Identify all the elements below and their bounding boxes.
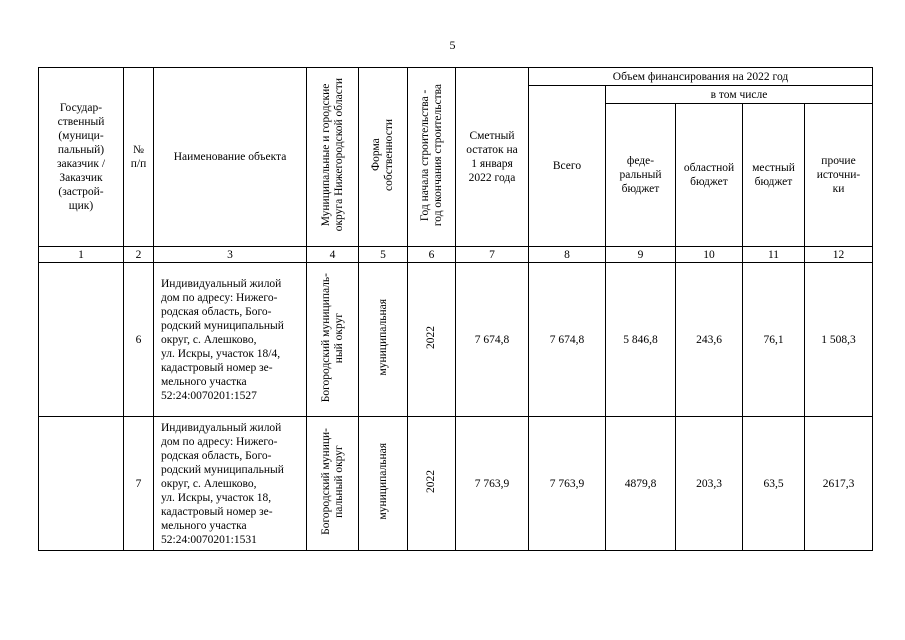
header-funding-group-label: Объем финансирования на 2022 год [612,70,789,83]
cell-object-name [154,263,307,417]
column-number: 1 [39,247,124,263]
cell-federal: 4879,8 [606,417,676,551]
years-text: 2022 [425,326,437,349]
header-object-name [154,68,307,247]
municipality-text: Богородский муниципаль- ный округ [319,272,345,403]
header-local-label: местный бюджет [752,162,795,188]
cell-ownership [359,417,408,551]
ownership-text: муниципальная [376,299,389,376]
header-regional-label: областной бюджет [683,162,735,188]
header-estimate-label: Сметный остаток на 1 января 2022 года [466,130,518,184]
cell-regional: 243,6 [676,263,743,417]
header-number [124,68,154,247]
municipality-text: Богородский муници- пальный округ [319,428,345,535]
page-number: 5 [449,38,456,52]
header-ownership [359,68,408,247]
cell-ownership [359,263,408,417]
ownership-text: муниципальная [376,443,389,520]
header-municipality-label: Муниципальные и городские округа Нижегородской области [319,78,345,232]
cell-total: 7 763,9 [529,417,606,551]
column-number: 4 [307,247,359,263]
header-ownership-label: Форма собственности [370,119,395,191]
column-number: 7 [456,247,529,263]
cell-object-name [154,417,307,551]
header-total [529,86,606,247]
object-name-text: Индивидуальный жилой дом по адресу: Нижего- родская область, Бого- родский муниципальный округ, с. Алешково, ул. Искры, участок 18, кадастровый номер зе- мельного участка 52:24:0070201:1531 [161,421,284,546]
column-number: 3 [154,247,307,263]
cell-years [408,263,456,417]
header-regional [676,104,743,247]
table-row [39,417,873,551]
column-number: 10 [676,247,743,263]
cell-total: 7 674,8 [529,263,606,417]
header-including [606,86,873,104]
header-funding-group [529,68,873,86]
column-number-row [39,247,873,263]
header-total-label: Всего [552,160,582,172]
cell-number: 6 [124,263,154,417]
cell-customer [39,263,124,417]
column-number: 9 [606,247,676,263]
header-other [805,104,873,247]
column-number: 5 [359,247,408,263]
header-local [743,104,805,247]
header-years [408,68,456,247]
cell-local: 76,1 [743,263,805,417]
header-including-label: в том числе [710,88,768,101]
header-object-name-label: Наименование объекта [173,151,287,163]
header-customer [39,68,124,247]
column-number: 11 [743,247,805,263]
header-municipality [307,68,359,247]
header-estimate [456,68,529,247]
header-customer-label: Государ- ственный (муници- пальный) заказчик / Заказчик (застрой- щик) [56,102,106,212]
years-text: 2022 [425,470,437,493]
cell-estimate: 7 674,8 [456,263,529,417]
cell-federal: 5 846,8 [606,263,676,417]
funding-table [38,67,873,551]
column-number: 12 [805,247,873,263]
header-federal-label: феде- ральный бюджет [619,155,662,195]
table-row [39,263,873,417]
header-years-label: Год начала строительства - год окончания строительства [418,83,444,227]
column-number: 8 [529,247,606,263]
object-name-text: Индивидуальный жилой дом по адресу: Нижего- родская область, Бого- родский муниципальный округ, с. Алешково, ул. Искры, участок 18/4, кадастровый номер зе- мельного участка 52:24:0070201:1527 [161,277,284,402]
cell-municipality [307,263,359,417]
header-number-label: № п/п [130,144,147,170]
cell-other: 1 508,3 [805,263,873,417]
cell-municipality [307,417,359,551]
cell-customer [39,417,124,551]
cell-regional: 203,3 [676,417,743,551]
cell-other: 2617,3 [805,417,873,551]
cell-local: 63,5 [743,417,805,551]
cell-number: 7 [124,417,154,551]
column-number: 2 [124,247,154,263]
column-number: 6 [408,247,456,263]
header-federal [606,104,676,247]
cell-estimate: 7 763,9 [456,417,529,551]
cell-years [408,417,456,551]
header-other-label: прочие источни- ки [816,155,861,195]
